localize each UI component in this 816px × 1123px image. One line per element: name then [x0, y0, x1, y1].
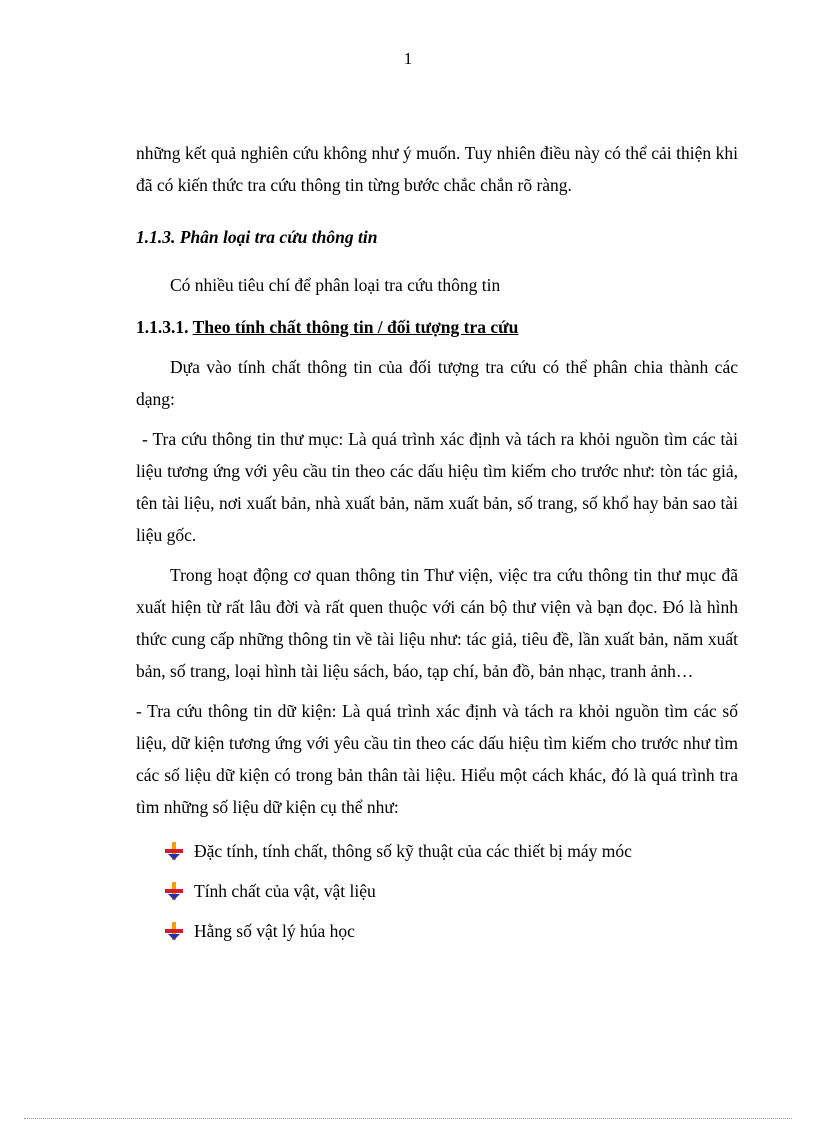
paragraph-continuation: những kết quả nghiên cứu không như ý muốn. Tuy nhiên điều này có thể cải thiện khi đã có kiến thức tra cứu thông tin từng bước chắc chắn rõ ràng. [136, 143, 738, 195]
list-item [136, 871, 738, 911]
subsection-heading [136, 311, 738, 343]
list-item [136, 831, 738, 871]
list-item [136, 911, 738, 951]
paragraph-forms: Dựa vào tính chất thông tin của đối tượng tra cứu có thể phân chia thành các dạng: [136, 357, 738, 409]
subsection-title: Theo tính chất thông tin / đối tượng tra cứu [192, 317, 519, 337]
arrow-bullet-icon [165, 842, 183, 860]
paragraph-bibliographic: - Tra cứu thông tin thư mục: Là quá trình xác định và tách ra khỏi nguồn tìm các tài liệu tương ứng với yêu cầu tin theo các dấu hiệu tìm kiếm cho trước như: tòn tác giả, tên tài liệu, nơi xuất bản, nhà xuất bản, năm xuất bản, số trang, số khổ hay bản sao tài liệu gốc. [136, 429, 738, 545]
bullet-list [136, 831, 738, 951]
bullet-text: Tính chất của vật, vật liệu [194, 881, 376, 901]
subsection-number: 1.1.3.1. [136, 317, 189, 337]
paragraph-intro: Có nhiều tiêu chí để phân loại tra cứu thông tin [170, 275, 501, 295]
bullet-text: Hằng số vật lý húa học [194, 921, 355, 941]
bullet-text: Đặc tính, tính chất, thông số kỹ thuật của các thiết bị máy móc [194, 841, 632, 861]
paragraph-library: Trong hoạt động cơ quan thông tin Thư viện, việc tra cứu thông tin thư mục đã xuất hiện từ rất lâu đời và rất quen thuộc với cán bộ thư viện và bạn đọc. Đó là hình thức cung cấp những thông tin về tài liệu như: tác giả, tiêu đề, lần xuất bản, năm xuất bản, số trang, loại hình tài liệu sách, báo, tạp chí, bản đồ, bản nhạc, tranh ảnh… [136, 565, 738, 681]
section-heading: 1.1.3. Phân loại tra cứu thông tin [136, 227, 378, 247]
page-number: 1 [403, 49, 413, 68]
arrow-bullet-icon [165, 922, 183, 940]
arrow-bullet-icon [165, 882, 183, 900]
document-body [136, 137, 738, 951]
paragraph-factual: - Tra cứu thông tin dữ kiện: Là quá trình xác định và tách ra khỏi nguồn tìm các số liệu, dữ kiện tương ứng với yêu cầu tin theo các dấu hiệu tìm kiếm cho trước như tìm các số liệu dữ kiện có trong bản thân tài liệu. Hiểu một cách khác, đó là quá trình tra tìm những số liệu dữ kiện cụ thể như: [136, 701, 738, 817]
page-bottom-divider [24, 1118, 792, 1119]
